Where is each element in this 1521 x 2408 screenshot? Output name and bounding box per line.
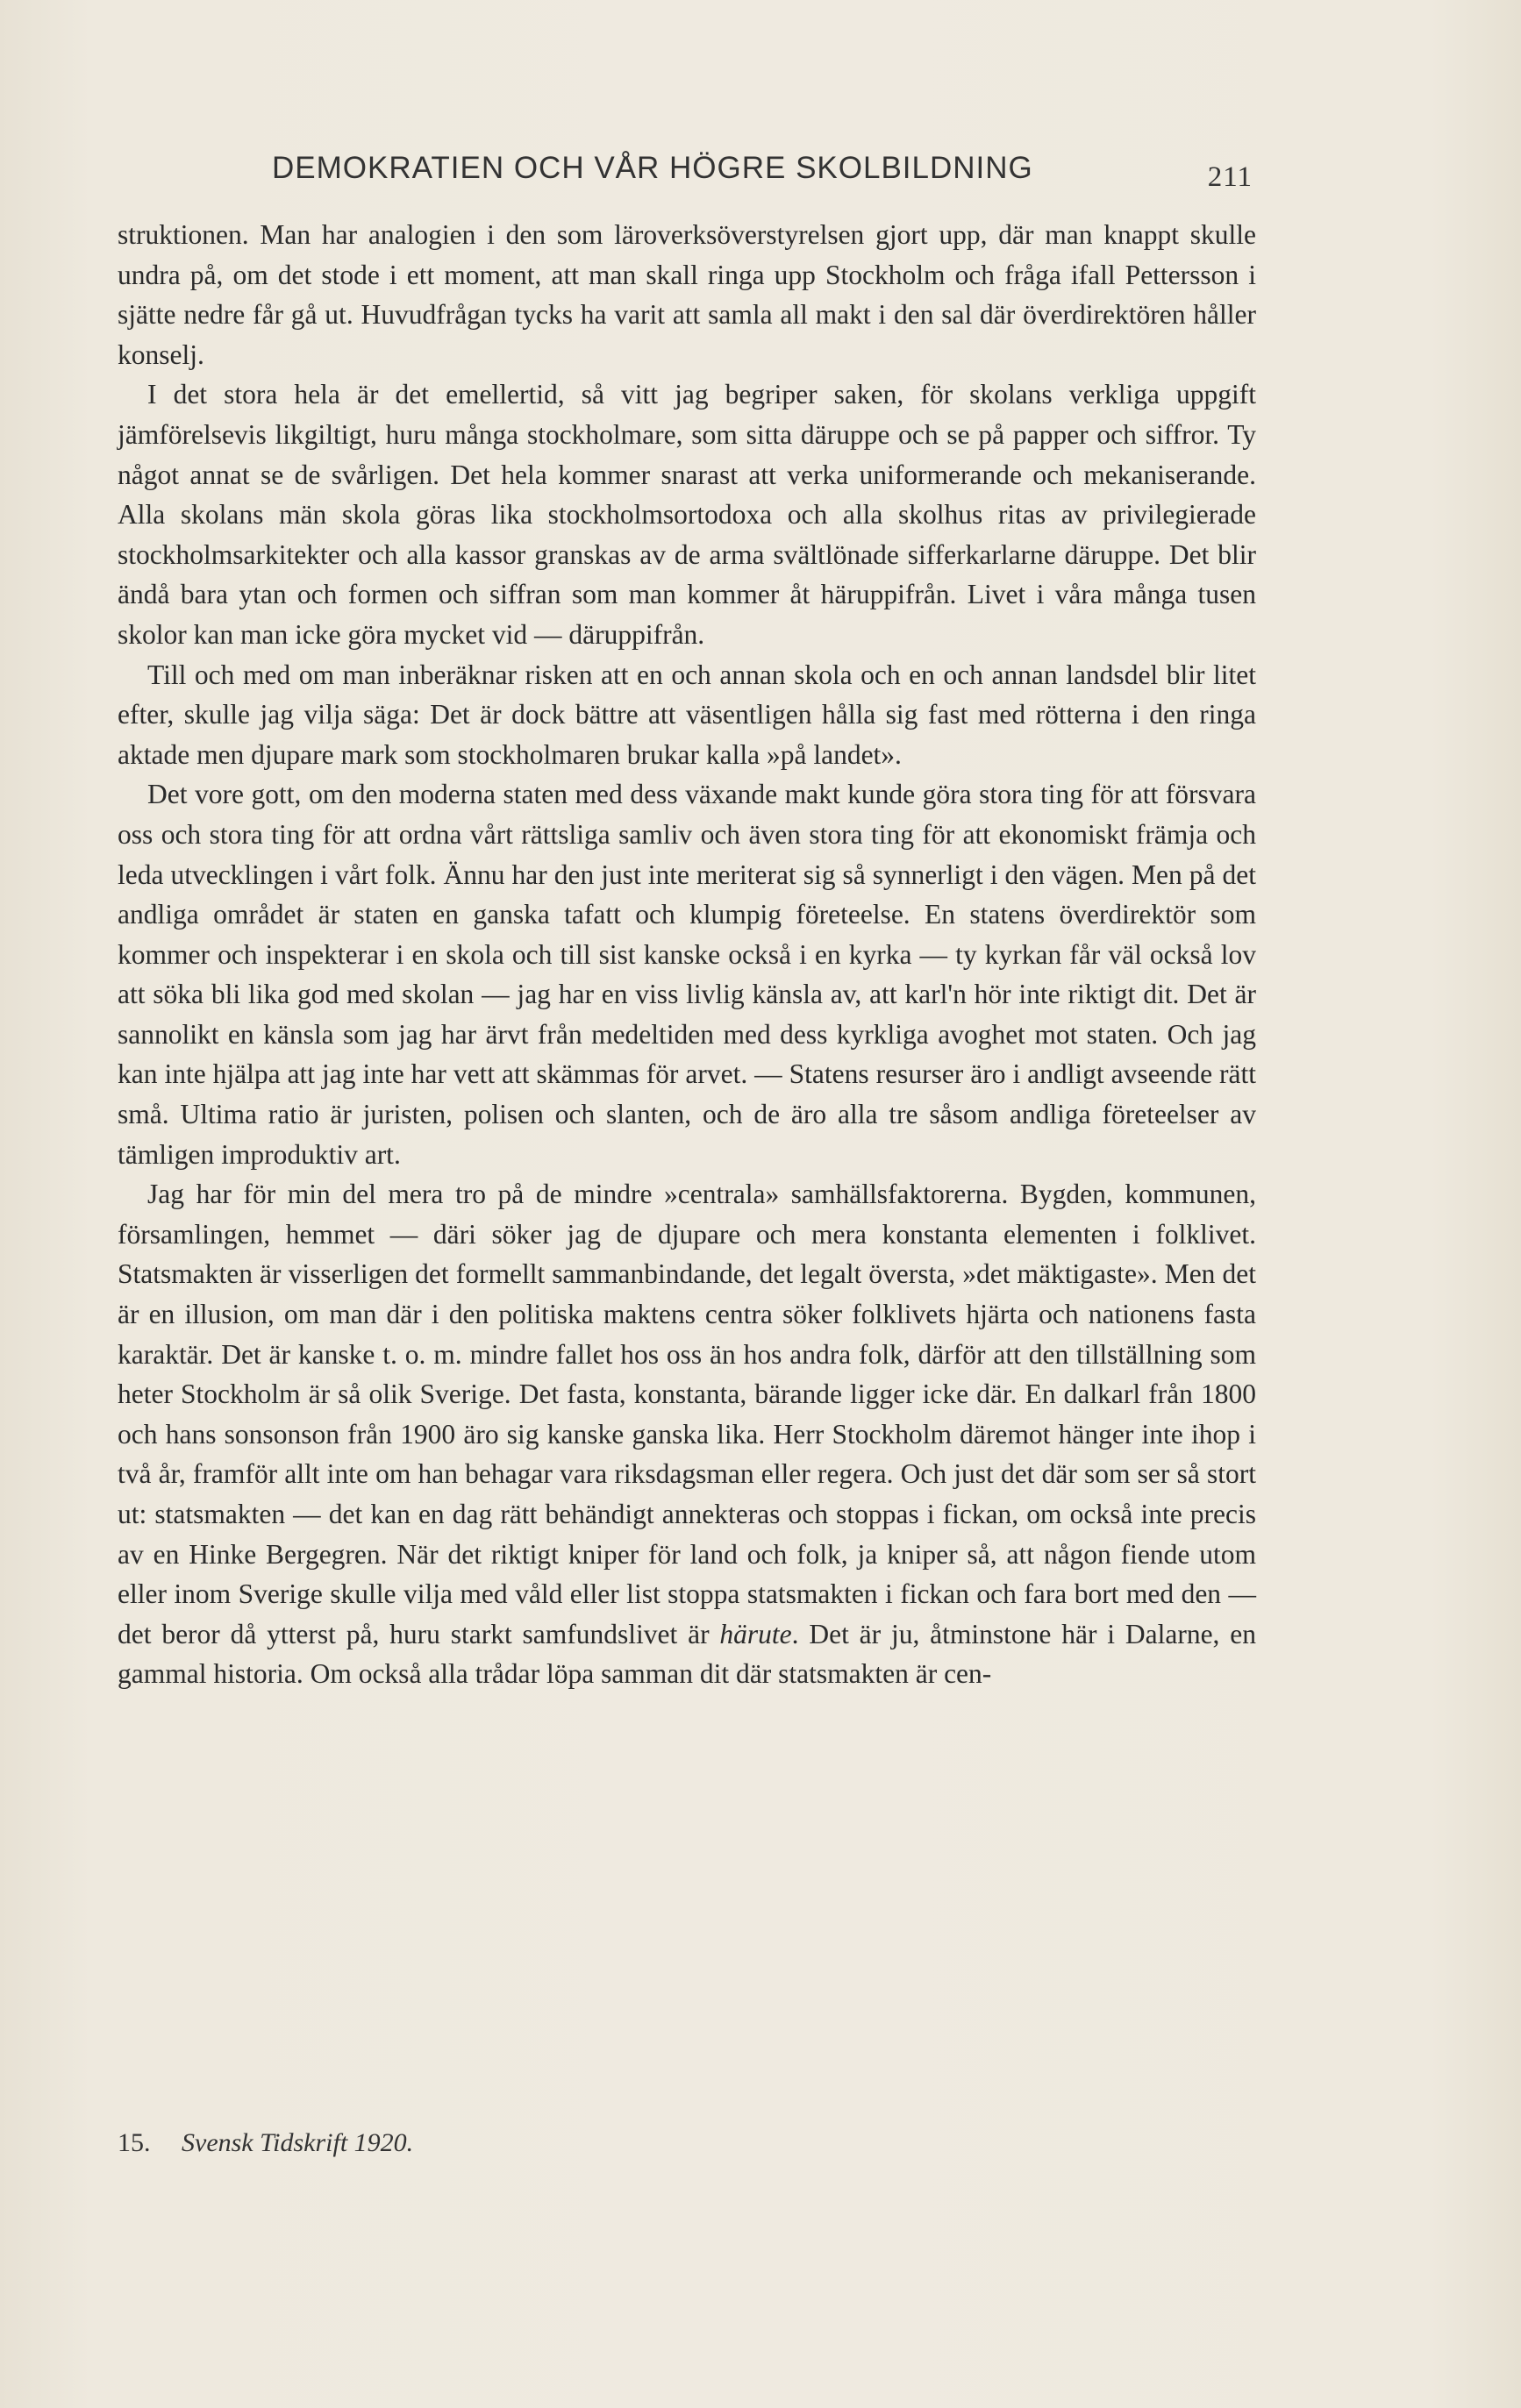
signature-mark: 15. — [118, 2128, 151, 2157]
paragraph-1: struktionen. Man har analogien i den som läroverksöverstyrelsen gjort upp, där man knappt skulle undra på, om det stode i ett moment, att man skall ringa upp Stockholm och fråga ifall Pettersson i sjätte nedre får gå ut. Huvudfrågan tycks ha varit att samla all makt i den sal där överdirektören håller konselj. — [118, 219, 1256, 370]
paragraph-2: I det stora hela är det emellertid, så vitt jag begriper saken, för skolans verkliga uppgift jämförelsevis likgiltigt, huru många stockholmare, som sitta däruppe och se på papper och siffror. Ty något annat se de svårligen. Det hela kommer snarast att verka uniformerande och mekaniserande. Alla skolans män skola göras lika stockholmsortodoxa och alla skolhus ritas av privilegierade stockholmsarkitekter och alla kassor granskas av de arma svältlönade sifferkarlarne däruppe. Det blir ändå bara ytan och formen och siffran som man kommer åt häruppifrån. Livet i våra många tusen skolor kan man icke göra mycket vid — däruppifrån. — [118, 379, 1256, 650]
running-title: DEMOKRATIEN OCH VÅR HÖGRE SKOLBILDNING — [272, 151, 1033, 185]
body-text — [118, 215, 1256, 1694]
paragraph-3: Till och med om man inberäknar risken att en och annan skola och en och annan landsdel blir litet efter, skulle jag vilja säga: Det är dock bättre att väsentligen hålla sig fast med rötterna i den ringa aktade men djupare mark som stockholmaren brukar kalla »på landet». — [118, 659, 1256, 770]
page-number: 211 — [1207, 161, 1253, 193]
page-footer — [118, 2128, 413, 2158]
paragraph-5: Jag har för min del mera tro på de mindre »centrala» samhällsfaktorerna. Bygden, kommunen, församlingen, hemmet — däri söker jag de djupare och mera konstanta elementen i folklivet. Statsmakten är visserligen det formellt sammanbindande, det legalt översta, »det mäktigaste». Men det är en illusion, om man där i den politiska maktens centra söker folklivets hjärta och nationens fasta karaktär. Det är kanske t. o. m. mindre fallet hos oss än hos andra folk, därför att den tillställning som heter Stockholm är så olik Sverige. Det fasta, konstanta, bärande ligger icke där. En dalkarl från 1800 och hans sonsonson från 1900 äro sig kanske ganska lika. Herr Stockholm däremot hänger inte ihop i två år, framför allt inte om han behagar vara riksdagsman eller regera. Och just det där som ser så stort ut: statsmakten — det kan en dag rätt behändigt annekteras och stoppas i fickan, om också inte precis av en Hinke Bergegren. När det riktigt kniper för land och folk, ja kniper så, att någon fiende utom eller inom Sverige skulle vilja med våld eller list stoppa statsmakten i fickan och fara bort med den — det beror då ytterst på, huru starkt samfundslivet är härute. Det är ju, åtminstone här i Dalarne, en gammal historia. Om också alla trådar löpa samman dit där statsmakten är cen- — [118, 1179, 1256, 1690]
paragraph-4: Det vore gott, om den moderna staten med dess växande makt kunde göra stora ting för att försvara oss och stora ting för att ordna vårt rättsliga samliv och även stora ting för att ekonomiskt främja och leda utvecklingen i vårt folk. Ännu har den just inte meriterat sig så synnerligt i den vägen. Men på det andliga området är staten en ganska tafatt och klumpig företeelse. En statens överdirektör som kommer och inspekterar i en skola och till sist kanske också i en kyrka — ty kyrkan får väl också lov att söka bli lika god med skolan — jag har en viss livlig känsla av, att karl'n hör inte riktigt dit. Det är sannolikt en känsla som jag har ärvt från medeltiden med dess kyrkliga avoghet mot staten. Och jag kan inte hjälpa att jag inte har vett att skämmas för arvet. — Statens resurser äro i andligt avseende rätt små. Ultima ratio är juristen, polisen och slanten, och de äro alla tre såsom andliga företeelser av tämligen improduktiv art. — [118, 779, 1256, 1170]
emphasized-word: härute — [719, 1618, 792, 1649]
journal-name: Svensk Tidskrift 1920. — [182, 2128, 414, 2157]
running-head — [247, 151, 1253, 195]
